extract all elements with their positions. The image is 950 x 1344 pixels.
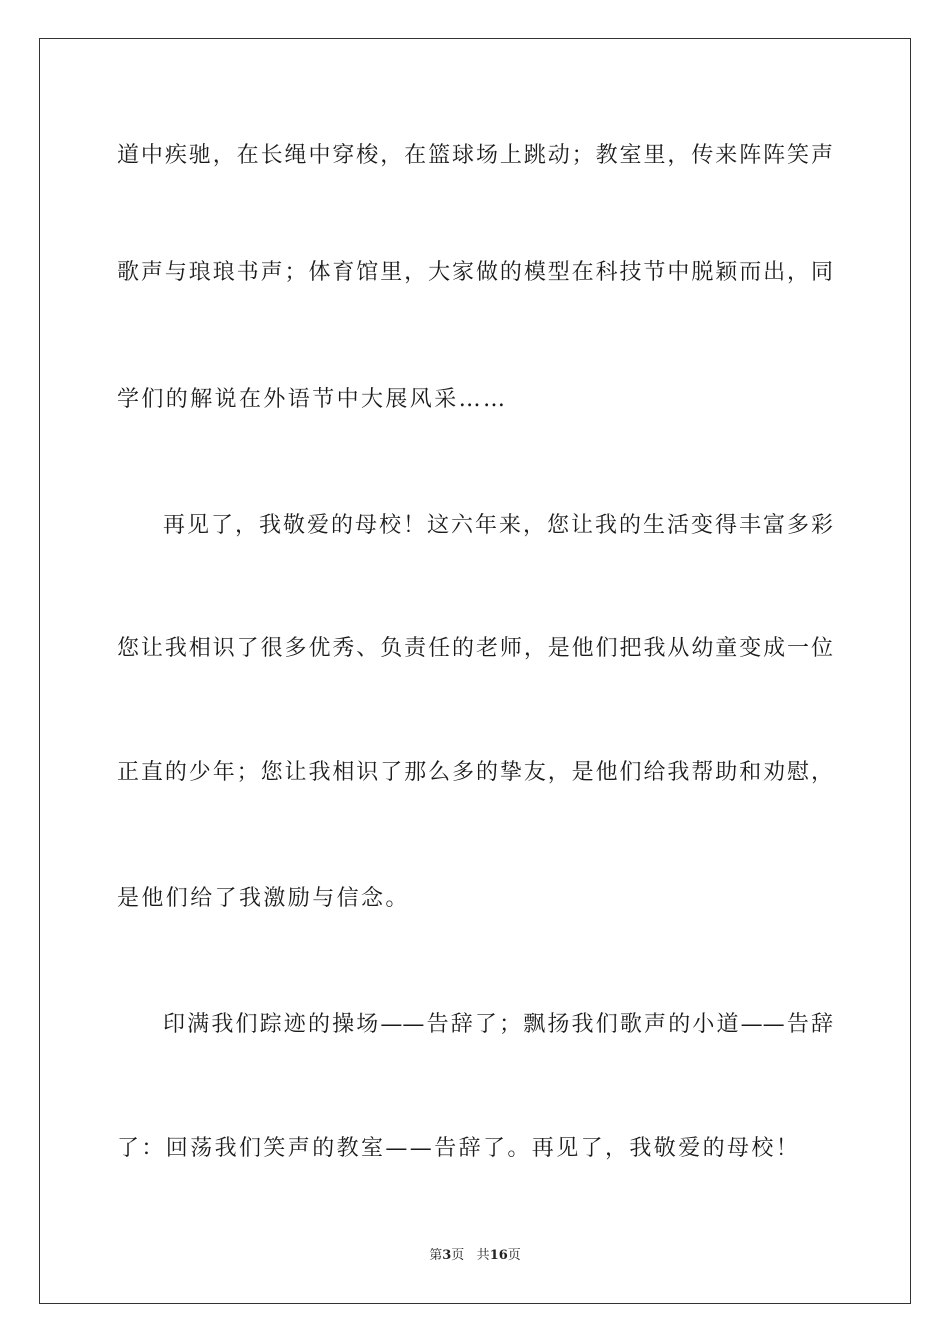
total-label-prefix: 共 [476, 1248, 490, 1263]
paragraph-line: 是他们给了我激励与信念。 [117, 886, 410, 911]
paragraph-line: 了：回荡我们笑声的教室——告辞了。再见了，我敬爱的母校！ [117, 1136, 801, 1161]
paragraph-line: 您让我相识了很多优秀、负责任的老师，是他们把我从幼童变成一位 [117, 636, 833, 661]
page-label-suffix: 页 [451, 1248, 465, 1263]
page-number: 3 [442, 1248, 452, 1263]
page-border [39, 38, 911, 1304]
paragraph-line: 印满我们踪迹的操场——告辞了；飘扬我们歌声的小道——告辞 [163, 1012, 833, 1037]
paragraph-line: 正直的少年；您让我相识了那么多的挚友，是他们给我帮助和劝慰， [117, 760, 833, 785]
paragraph-line: 再见了，我敬爱的母校！这六年来，您让我的生活变得丰富多彩 [163, 513, 833, 538]
total-pages: 16 [489, 1248, 508, 1263]
page-label-prefix: 第 [429, 1248, 443, 1263]
paragraph-line: 学们的解说在外语节中大展风采…… [117, 387, 508, 412]
paragraph-line: 歌声与琅琅书声；体育馆里，大家做的模型在科技节中脱颖而出，同 [117, 260, 833, 285]
total-label-suffix: 页 [507, 1248, 521, 1263]
page-footer [0, 1247, 950, 1265]
paragraph-line: 道中疾驰，在长绳中穿梭，在篮球场上跳动；教室里，传来阵阵笑声 [117, 143, 833, 168]
